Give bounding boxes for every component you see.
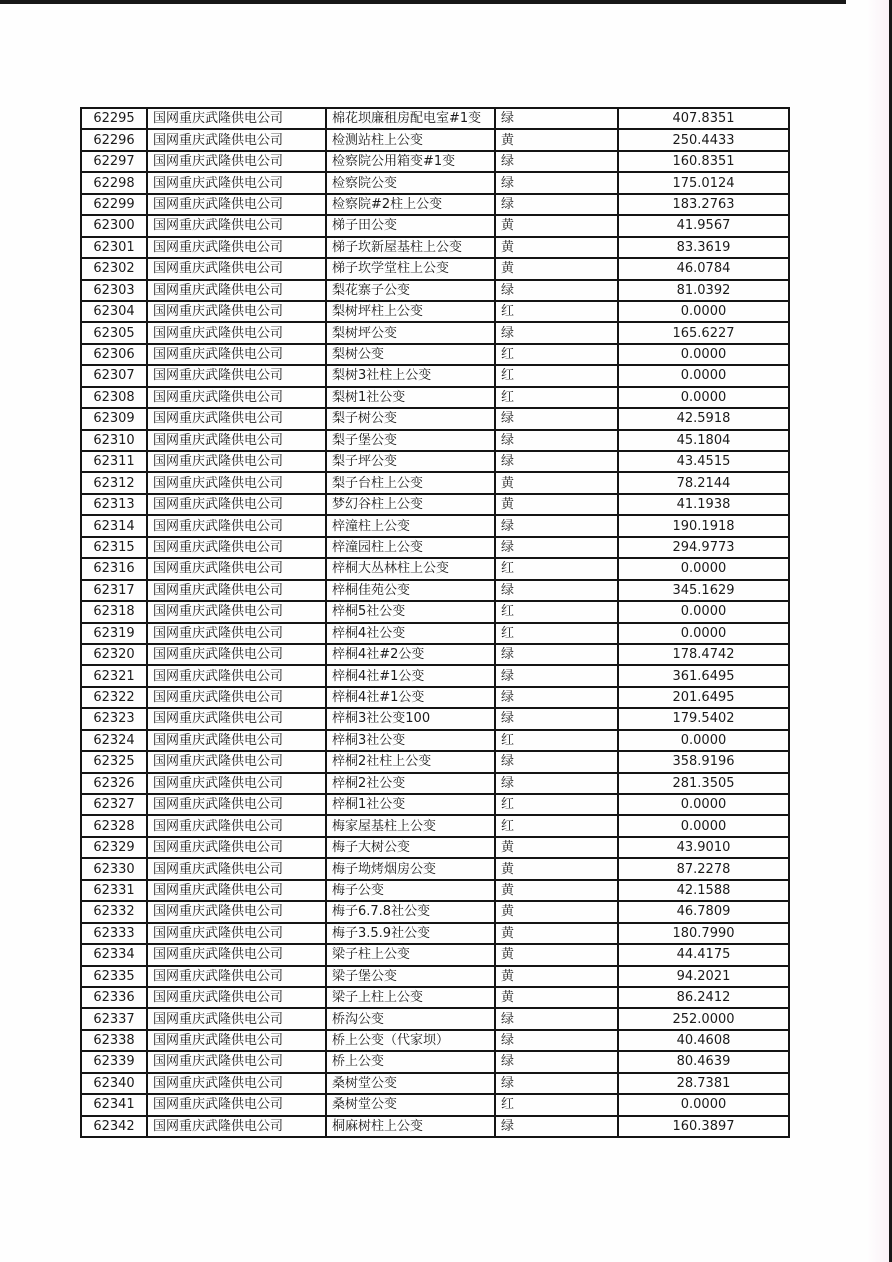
cell-id: 62338 xyxy=(81,1030,147,1051)
cell-value: 94.2021 xyxy=(618,966,789,987)
cell-id: 62299 xyxy=(81,194,147,215)
cell-company: 国网重庆武隆供电公司 xyxy=(147,387,326,408)
cell-value: 0.0000 xyxy=(618,601,789,622)
cell-id: 62341 xyxy=(81,1094,147,1115)
cell-value: 179.5402 xyxy=(618,708,789,729)
cell-id: 62303 xyxy=(81,280,147,301)
cell-value: 42.5918 xyxy=(618,408,789,429)
cell-company: 国网重庆武隆供电公司 xyxy=(147,558,326,579)
table-row xyxy=(81,258,789,279)
cell-status: 红 xyxy=(495,815,618,836)
cell-company: 国网重庆武隆供电公司 xyxy=(147,451,326,472)
cell-station: 梨树坪公变 xyxy=(326,322,495,343)
table-row xyxy=(81,1094,789,1115)
cell-company: 国网重庆武隆供电公司 xyxy=(147,944,326,965)
cell-id: 62308 xyxy=(81,387,147,408)
cell-value: 160.3897 xyxy=(618,1116,789,1137)
cell-station: 梯子田公变 xyxy=(326,215,495,236)
cell-station: 梅子6.7.8社公变 xyxy=(326,901,495,922)
cell-station: 梓桐4社#1公变 xyxy=(326,687,495,708)
cell-id: 62312 xyxy=(81,472,147,493)
table-row xyxy=(81,730,789,751)
cell-station: 检察院#2柱上公变 xyxy=(326,194,495,215)
table-row xyxy=(81,237,789,258)
cell-company: 国网重庆武隆供电公司 xyxy=(147,987,326,1008)
cell-station: 梨子坪公变 xyxy=(326,451,495,472)
cell-id: 62329 xyxy=(81,837,147,858)
cell-value: 81.0392 xyxy=(618,280,789,301)
cell-company: 国网重庆武隆供电公司 xyxy=(147,1051,326,1072)
cell-company: 国网重庆武隆供电公司 xyxy=(147,601,326,622)
cell-id: 62320 xyxy=(81,644,147,665)
cell-id: 62317 xyxy=(81,580,147,601)
table-row xyxy=(81,301,789,322)
cell-id: 62295 xyxy=(81,108,147,129)
cell-status: 绿 xyxy=(495,451,618,472)
cell-value: 252.0000 xyxy=(618,1008,789,1029)
table-row xyxy=(81,1073,789,1094)
cell-company: 国网重庆武隆供电公司 xyxy=(147,537,326,558)
cell-company: 国网重庆武隆供电公司 xyxy=(147,430,326,451)
cell-value: 190.1918 xyxy=(618,515,789,536)
cell-value: 40.4608 xyxy=(618,1030,789,1051)
table-row xyxy=(81,129,789,150)
cell-company: 国网重庆武隆供电公司 xyxy=(147,151,326,172)
cell-station: 梨子树公变 xyxy=(326,408,495,429)
cell-id: 62337 xyxy=(81,1008,147,1029)
cell-station: 梓桐1社公变 xyxy=(326,794,495,815)
cell-id: 62316 xyxy=(81,558,147,579)
cell-company: 国网重庆武隆供电公司 xyxy=(147,280,326,301)
table-row xyxy=(81,923,789,944)
cell-value: 358.9196 xyxy=(618,751,789,772)
cell-company: 国网重庆武隆供电公司 xyxy=(147,515,326,536)
cell-value: 361.6495 xyxy=(618,665,789,686)
cell-status: 红 xyxy=(495,301,618,322)
cell-company: 国网重庆武隆供电公司 xyxy=(147,215,326,236)
cell-station: 桥沟公变 xyxy=(326,1008,495,1029)
table-row xyxy=(81,515,789,536)
cell-company: 国网重庆武隆供电公司 xyxy=(147,408,326,429)
table-row xyxy=(81,901,789,922)
cell-status: 绿 xyxy=(495,408,618,429)
page-top-edge-line xyxy=(0,0,846,4)
cell-value: 0.0000 xyxy=(618,558,789,579)
table-row xyxy=(81,408,789,429)
cell-id: 62340 xyxy=(81,1073,147,1094)
cell-station: 梓桐4社#1公变 xyxy=(326,665,495,686)
cell-station: 梨树坪柱上公变 xyxy=(326,301,495,322)
cell-id: 62305 xyxy=(81,322,147,343)
cell-company: 国网重庆武隆供电公司 xyxy=(147,580,326,601)
cell-status: 绿 xyxy=(495,537,618,558)
cell-value: 41.1938 xyxy=(618,494,789,515)
cell-station: 检测站柱上公变 xyxy=(326,129,495,150)
table-row xyxy=(81,858,789,879)
table-row xyxy=(81,1051,789,1072)
cell-station: 梅家屋基柱上公变 xyxy=(326,815,495,836)
table-row xyxy=(81,344,789,365)
table-row xyxy=(81,108,789,129)
cell-status: 绿 xyxy=(495,108,618,129)
cell-station: 梓桐3社公变 xyxy=(326,730,495,751)
cell-company: 国网重庆武隆供电公司 xyxy=(147,108,326,129)
table-row xyxy=(81,194,789,215)
cell-status: 绿 xyxy=(495,515,618,536)
cell-value: 294.9773 xyxy=(618,537,789,558)
cell-company: 国网重庆武隆供电公司 xyxy=(147,858,326,879)
cell-station: 梓桐2社柱上公变 xyxy=(326,751,495,772)
cell-company: 国网重庆武隆供电公司 xyxy=(147,773,326,794)
table-row xyxy=(81,623,789,644)
table-row xyxy=(81,1116,789,1137)
table-row xyxy=(81,580,789,601)
table-row xyxy=(81,837,789,858)
cell-company: 国网重庆武隆供电公司 xyxy=(147,258,326,279)
table-row xyxy=(81,987,789,1008)
table-row xyxy=(81,644,789,665)
cell-value: 0.0000 xyxy=(618,815,789,836)
cell-id: 62302 xyxy=(81,258,147,279)
cell-status: 绿 xyxy=(495,322,618,343)
table-row xyxy=(81,601,789,622)
cell-company: 国网重庆武隆供电公司 xyxy=(147,172,326,193)
cell-company: 国网重庆武隆供电公司 xyxy=(147,472,326,493)
cell-id: 62328 xyxy=(81,815,147,836)
cell-company: 国网重庆武隆供电公司 xyxy=(147,129,326,150)
cell-status: 红 xyxy=(495,558,618,579)
table-row xyxy=(81,387,789,408)
cell-id: 62318 xyxy=(81,601,147,622)
table-row xyxy=(81,665,789,686)
cell-company: 国网重庆武隆供电公司 xyxy=(147,644,326,665)
cell-value: 0.0000 xyxy=(618,387,789,408)
cell-id: 62323 xyxy=(81,708,147,729)
cell-value: 281.3505 xyxy=(618,773,789,794)
cell-station: 桥上公变 xyxy=(326,1051,495,1072)
table-row xyxy=(81,537,789,558)
cell-id: 62339 xyxy=(81,1051,147,1072)
cell-company: 国网重庆武隆供电公司 xyxy=(147,665,326,686)
cell-value: 0.0000 xyxy=(618,730,789,751)
cell-company: 国网重庆武隆供电公司 xyxy=(147,687,326,708)
cell-status: 黄 xyxy=(495,901,618,922)
cell-value: 83.3619 xyxy=(618,237,789,258)
cell-station: 桥上公变（代家坝） xyxy=(326,1030,495,1051)
cell-value: 407.8351 xyxy=(618,108,789,129)
cell-id: 62325 xyxy=(81,751,147,772)
cell-id: 62300 xyxy=(81,215,147,236)
cell-value: 41.9567 xyxy=(618,215,789,236)
cell-id: 62307 xyxy=(81,365,147,386)
cell-company: 国网重庆武隆供电公司 xyxy=(147,815,326,836)
table-row xyxy=(81,944,789,965)
cell-id: 62333 xyxy=(81,923,147,944)
cell-value: 160.8351 xyxy=(618,151,789,172)
cell-station: 梓桐大丛林柱上公变 xyxy=(326,558,495,579)
cell-company: 国网重庆武隆供电公司 xyxy=(147,837,326,858)
table-row xyxy=(81,365,789,386)
cell-id: 62304 xyxy=(81,301,147,322)
cell-value: 250.4433 xyxy=(618,129,789,150)
cell-value: 0.0000 xyxy=(618,1094,789,1115)
cell-station: 梅子3.5.9社公变 xyxy=(326,923,495,944)
cell-status: 黄 xyxy=(495,215,618,236)
cell-status: 绿 xyxy=(495,1073,618,1094)
table-row xyxy=(81,815,789,836)
cell-id: 62321 xyxy=(81,665,147,686)
cell-id: 62336 xyxy=(81,987,147,1008)
cell-value: 43.4515 xyxy=(618,451,789,472)
cell-company: 国网重庆武隆供电公司 xyxy=(147,966,326,987)
table-row xyxy=(81,966,789,987)
cell-company: 国网重庆武隆供电公司 xyxy=(147,708,326,729)
cell-status: 黄 xyxy=(495,258,618,279)
cell-status: 黄 xyxy=(495,923,618,944)
table-row xyxy=(81,151,789,172)
cell-station: 梦幻谷柱上公变 xyxy=(326,494,495,515)
cell-value: 0.0000 xyxy=(618,794,789,815)
cell-id: 62310 xyxy=(81,430,147,451)
cell-company: 国网重庆武隆供电公司 xyxy=(147,344,326,365)
cell-id: 62306 xyxy=(81,344,147,365)
cell-status: 红 xyxy=(495,365,618,386)
table-row xyxy=(81,751,789,772)
cell-value: 0.0000 xyxy=(618,301,789,322)
cell-status: 红 xyxy=(495,601,618,622)
cell-station: 梓桐2社公变 xyxy=(326,773,495,794)
page-right-scan-shadow xyxy=(867,0,889,1262)
cell-company: 国网重庆武隆供电公司 xyxy=(147,1030,326,1051)
table-row xyxy=(81,322,789,343)
cell-station: 梓桐佳苑公变 xyxy=(326,580,495,601)
cell-id: 62298 xyxy=(81,172,147,193)
cell-status: 绿 xyxy=(495,708,618,729)
cell-status: 绿 xyxy=(495,687,618,708)
cell-station: 梨子堡公变 xyxy=(326,430,495,451)
cell-id: 62332 xyxy=(81,901,147,922)
cell-value: 0.0000 xyxy=(618,365,789,386)
cell-status: 红 xyxy=(495,344,618,365)
cell-company: 国网重庆武隆供电公司 xyxy=(147,880,326,901)
cell-id: 62297 xyxy=(81,151,147,172)
cell-id: 62313 xyxy=(81,494,147,515)
cell-company: 国网重庆武隆供电公司 xyxy=(147,301,326,322)
table-row xyxy=(81,558,789,579)
cell-status: 绿 xyxy=(495,644,618,665)
cell-value: 87.2278 xyxy=(618,858,789,879)
cell-value: 86.2412 xyxy=(618,987,789,1008)
table-row xyxy=(81,708,789,729)
cell-station: 梯子坎新屋基柱上公变 xyxy=(326,237,495,258)
cell-station: 梨树3社柱上公变 xyxy=(326,365,495,386)
cell-id: 62319 xyxy=(81,623,147,644)
cell-value: 78.2144 xyxy=(618,472,789,493)
cell-value: 165.6227 xyxy=(618,322,789,343)
cell-value: 178.4742 xyxy=(618,644,789,665)
cell-station: 检察院公变 xyxy=(326,172,495,193)
cell-station: 梓潼园柱上公变 xyxy=(326,537,495,558)
table-row xyxy=(81,1030,789,1051)
cell-value: 80.4639 xyxy=(618,1051,789,1072)
cell-status: 黄 xyxy=(495,472,618,493)
cell-status: 红 xyxy=(495,730,618,751)
cell-station: 梓桐4社公变 xyxy=(326,623,495,644)
transformer-table-container xyxy=(80,107,788,1138)
table-row xyxy=(81,172,789,193)
cell-company: 国网重庆武隆供电公司 xyxy=(147,1008,326,1029)
cell-station: 梨花寨子公变 xyxy=(326,280,495,301)
cell-id: 62314 xyxy=(81,515,147,536)
cell-station: 桑树堂公变 xyxy=(326,1094,495,1115)
transformer-table xyxy=(80,107,790,1138)
cell-value: 183.2763 xyxy=(618,194,789,215)
cell-id: 62322 xyxy=(81,687,147,708)
cell-value: 42.1588 xyxy=(618,880,789,901)
cell-status: 绿 xyxy=(495,1051,618,1072)
cell-station: 梯子坎学堂柱上公变 xyxy=(326,258,495,279)
cell-id: 62311 xyxy=(81,451,147,472)
cell-status: 黄 xyxy=(495,987,618,1008)
cell-id: 62342 xyxy=(81,1116,147,1137)
cell-company: 国网重庆武隆供电公司 xyxy=(147,1094,326,1115)
cell-station: 梓桐5社公变 xyxy=(326,601,495,622)
cell-status: 黄 xyxy=(495,966,618,987)
cell-station: 梅子公变 xyxy=(326,880,495,901)
table-row xyxy=(81,494,789,515)
cell-id: 62326 xyxy=(81,773,147,794)
cell-company: 国网重庆武隆供电公司 xyxy=(147,751,326,772)
cell-station: 梓桐3社公变100 xyxy=(326,708,495,729)
cell-id: 62309 xyxy=(81,408,147,429)
cell-status: 绿 xyxy=(495,1116,618,1137)
cell-company: 国网重庆武隆供电公司 xyxy=(147,494,326,515)
cell-station: 梁子上柱上公变 xyxy=(326,987,495,1008)
cell-value: 180.7990 xyxy=(618,923,789,944)
cell-id: 62335 xyxy=(81,966,147,987)
table-row xyxy=(81,451,789,472)
cell-company: 国网重庆武隆供电公司 xyxy=(147,623,326,644)
cell-id: 62330 xyxy=(81,858,147,879)
table-row xyxy=(81,472,789,493)
cell-value: 201.6495 xyxy=(618,687,789,708)
cell-station: 梁子堡公变 xyxy=(326,966,495,987)
cell-station: 梨树公变 xyxy=(326,344,495,365)
table-row xyxy=(81,687,789,708)
cell-value: 46.0784 xyxy=(618,258,789,279)
cell-station: 检察院公用箱变#1变 xyxy=(326,151,495,172)
cell-id: 62334 xyxy=(81,944,147,965)
cell-status: 红 xyxy=(495,623,618,644)
cell-company: 国网重庆武隆供电公司 xyxy=(147,237,326,258)
cell-status: 黄 xyxy=(495,880,618,901)
cell-value: 46.7809 xyxy=(618,901,789,922)
cell-company: 国网重庆武隆供电公司 xyxy=(147,1116,326,1137)
cell-company: 国网重庆武隆供电公司 xyxy=(147,794,326,815)
cell-status: 绿 xyxy=(495,1008,618,1029)
table-row xyxy=(81,1008,789,1029)
cell-value: 45.1804 xyxy=(618,430,789,451)
cell-status: 绿 xyxy=(495,580,618,601)
cell-value: 43.9010 xyxy=(618,837,789,858)
cell-status: 黄 xyxy=(495,494,618,515)
cell-status: 绿 xyxy=(495,773,618,794)
cell-station: 棉花坝廉租房配电室#1变 xyxy=(326,108,495,129)
cell-status: 红 xyxy=(495,1094,618,1115)
cell-value: 44.4175 xyxy=(618,944,789,965)
cell-status: 黄 xyxy=(495,837,618,858)
cell-id: 62296 xyxy=(81,129,147,150)
cell-status: 黄 xyxy=(495,858,618,879)
cell-company: 国网重庆武隆供电公司 xyxy=(147,322,326,343)
cell-station: 梅子坳烤烟房公变 xyxy=(326,858,495,879)
cell-status: 绿 xyxy=(495,194,618,215)
cell-company: 国网重庆武隆供电公司 xyxy=(147,194,326,215)
cell-value: 175.0124 xyxy=(618,172,789,193)
cell-value: 0.0000 xyxy=(618,623,789,644)
cell-id: 62324 xyxy=(81,730,147,751)
cell-value: 28.7381 xyxy=(618,1073,789,1094)
cell-status: 绿 xyxy=(495,172,618,193)
cell-status: 黄 xyxy=(495,944,618,965)
cell-value: 345.1629 xyxy=(618,580,789,601)
cell-station: 梓潼柱上公变 xyxy=(326,515,495,536)
cell-company: 国网重庆武隆供电公司 xyxy=(147,365,326,386)
cell-status: 绿 xyxy=(495,430,618,451)
cell-value: 0.0000 xyxy=(618,344,789,365)
cell-id: 62301 xyxy=(81,237,147,258)
cell-station: 桑树堂公变 xyxy=(326,1073,495,1094)
cell-status: 红 xyxy=(495,794,618,815)
cell-company: 国网重庆武隆供电公司 xyxy=(147,901,326,922)
cell-station: 梨子台柱上公变 xyxy=(326,472,495,493)
cell-id: 62331 xyxy=(81,880,147,901)
cell-status: 红 xyxy=(495,387,618,408)
cell-id: 62315 xyxy=(81,537,147,558)
cell-company: 国网重庆武隆供电公司 xyxy=(147,730,326,751)
table-row xyxy=(81,880,789,901)
cell-company: 国网重庆武隆供电公司 xyxy=(147,1073,326,1094)
cell-id: 62327 xyxy=(81,794,147,815)
cell-status: 黄 xyxy=(495,237,618,258)
cell-status: 绿 xyxy=(495,1030,618,1051)
table-row xyxy=(81,430,789,451)
cell-status: 绿 xyxy=(495,280,618,301)
cell-status: 绿 xyxy=(495,151,618,172)
cell-station: 梁子柱上公变 xyxy=(326,944,495,965)
cell-station: 梨树1社公变 xyxy=(326,387,495,408)
cell-status: 绿 xyxy=(495,665,618,686)
cell-station: 梓桐4社#2公变 xyxy=(326,644,495,665)
cell-station: 桐麻树柱上公变 xyxy=(326,1116,495,1137)
table-row xyxy=(81,794,789,815)
table-row xyxy=(81,773,789,794)
cell-status: 绿 xyxy=(495,751,618,772)
table-row xyxy=(81,215,789,236)
cell-status: 黄 xyxy=(495,129,618,150)
cell-station: 梅子大树公变 xyxy=(326,837,495,858)
cell-company: 国网重庆武隆供电公司 xyxy=(147,923,326,944)
table-row xyxy=(81,280,789,301)
